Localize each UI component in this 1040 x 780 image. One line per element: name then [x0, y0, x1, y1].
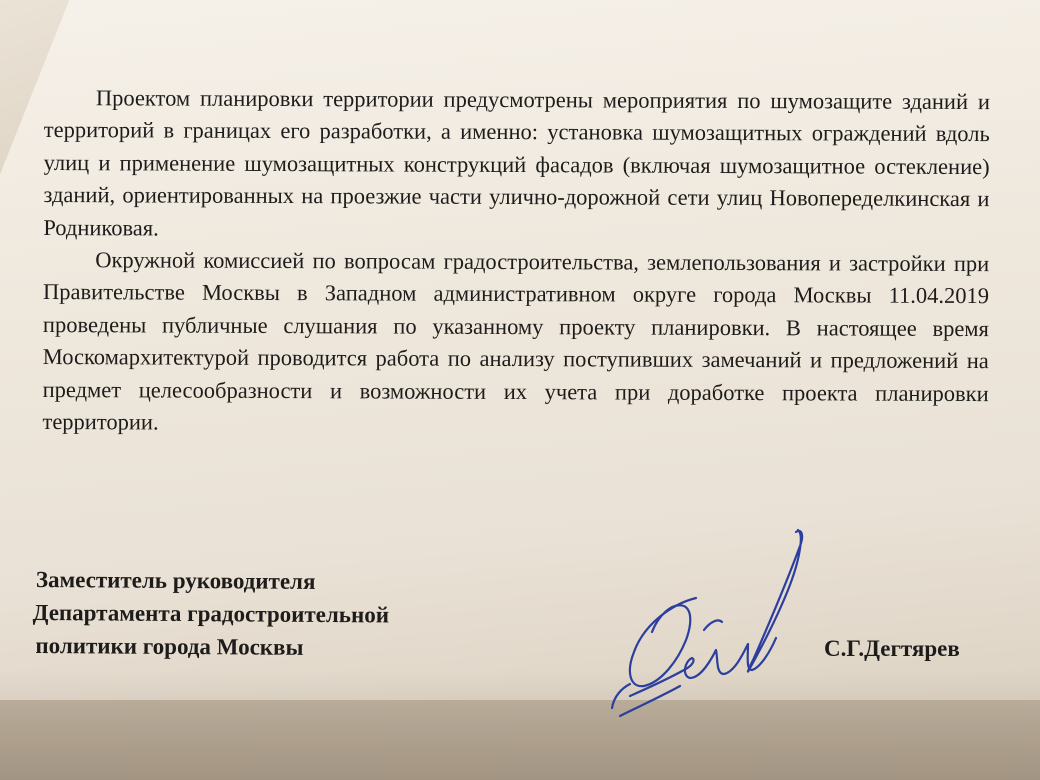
signatory-title-line-1: Заместитель руководителя — [35, 566, 316, 594]
paragraph-public-hearings: Окружной комиссией по вопросам градостроительства, землепользования и застройки при Правительстве Москвы в Западном административном округе города Москвы 11.04.2019 проведены публичные слушания по указанному проекту планировки. В настоящее время Москомархитектурой проводится работа по анализу поступивших замечаний и предложений на предмет целесообразности и возможности их учета при доработке проекта планировки территории. — [42, 247, 990, 435]
signatory-title-line-3: политики города Москвы — [35, 632, 304, 660]
signatory-name: С.Г.Дегтярев — [824, 636, 960, 661]
signatory-title-line-2: Департамента градостроительной — [32, 599, 390, 628]
handwritten-signature — [600, 520, 820, 730]
letter-body — [42, 82, 990, 443]
page-shadow — [0, 670, 1040, 780]
signatory-title — [32, 563, 390, 664]
paragraph-noise-protection: Проектом планировки территории предусмотрены мероприятия по шумозащите зданий и территорий в границах его разработки, а именно: установка шумозащитных ограждений вдоль улиц и применение шумозащитных конструкций фасадов (включая шумозащитное остекление) зданий, ориентированных на проезжие части улично-дорожной сети улиц Новопеределкинская и Родниковая. — [43, 85, 990, 241]
